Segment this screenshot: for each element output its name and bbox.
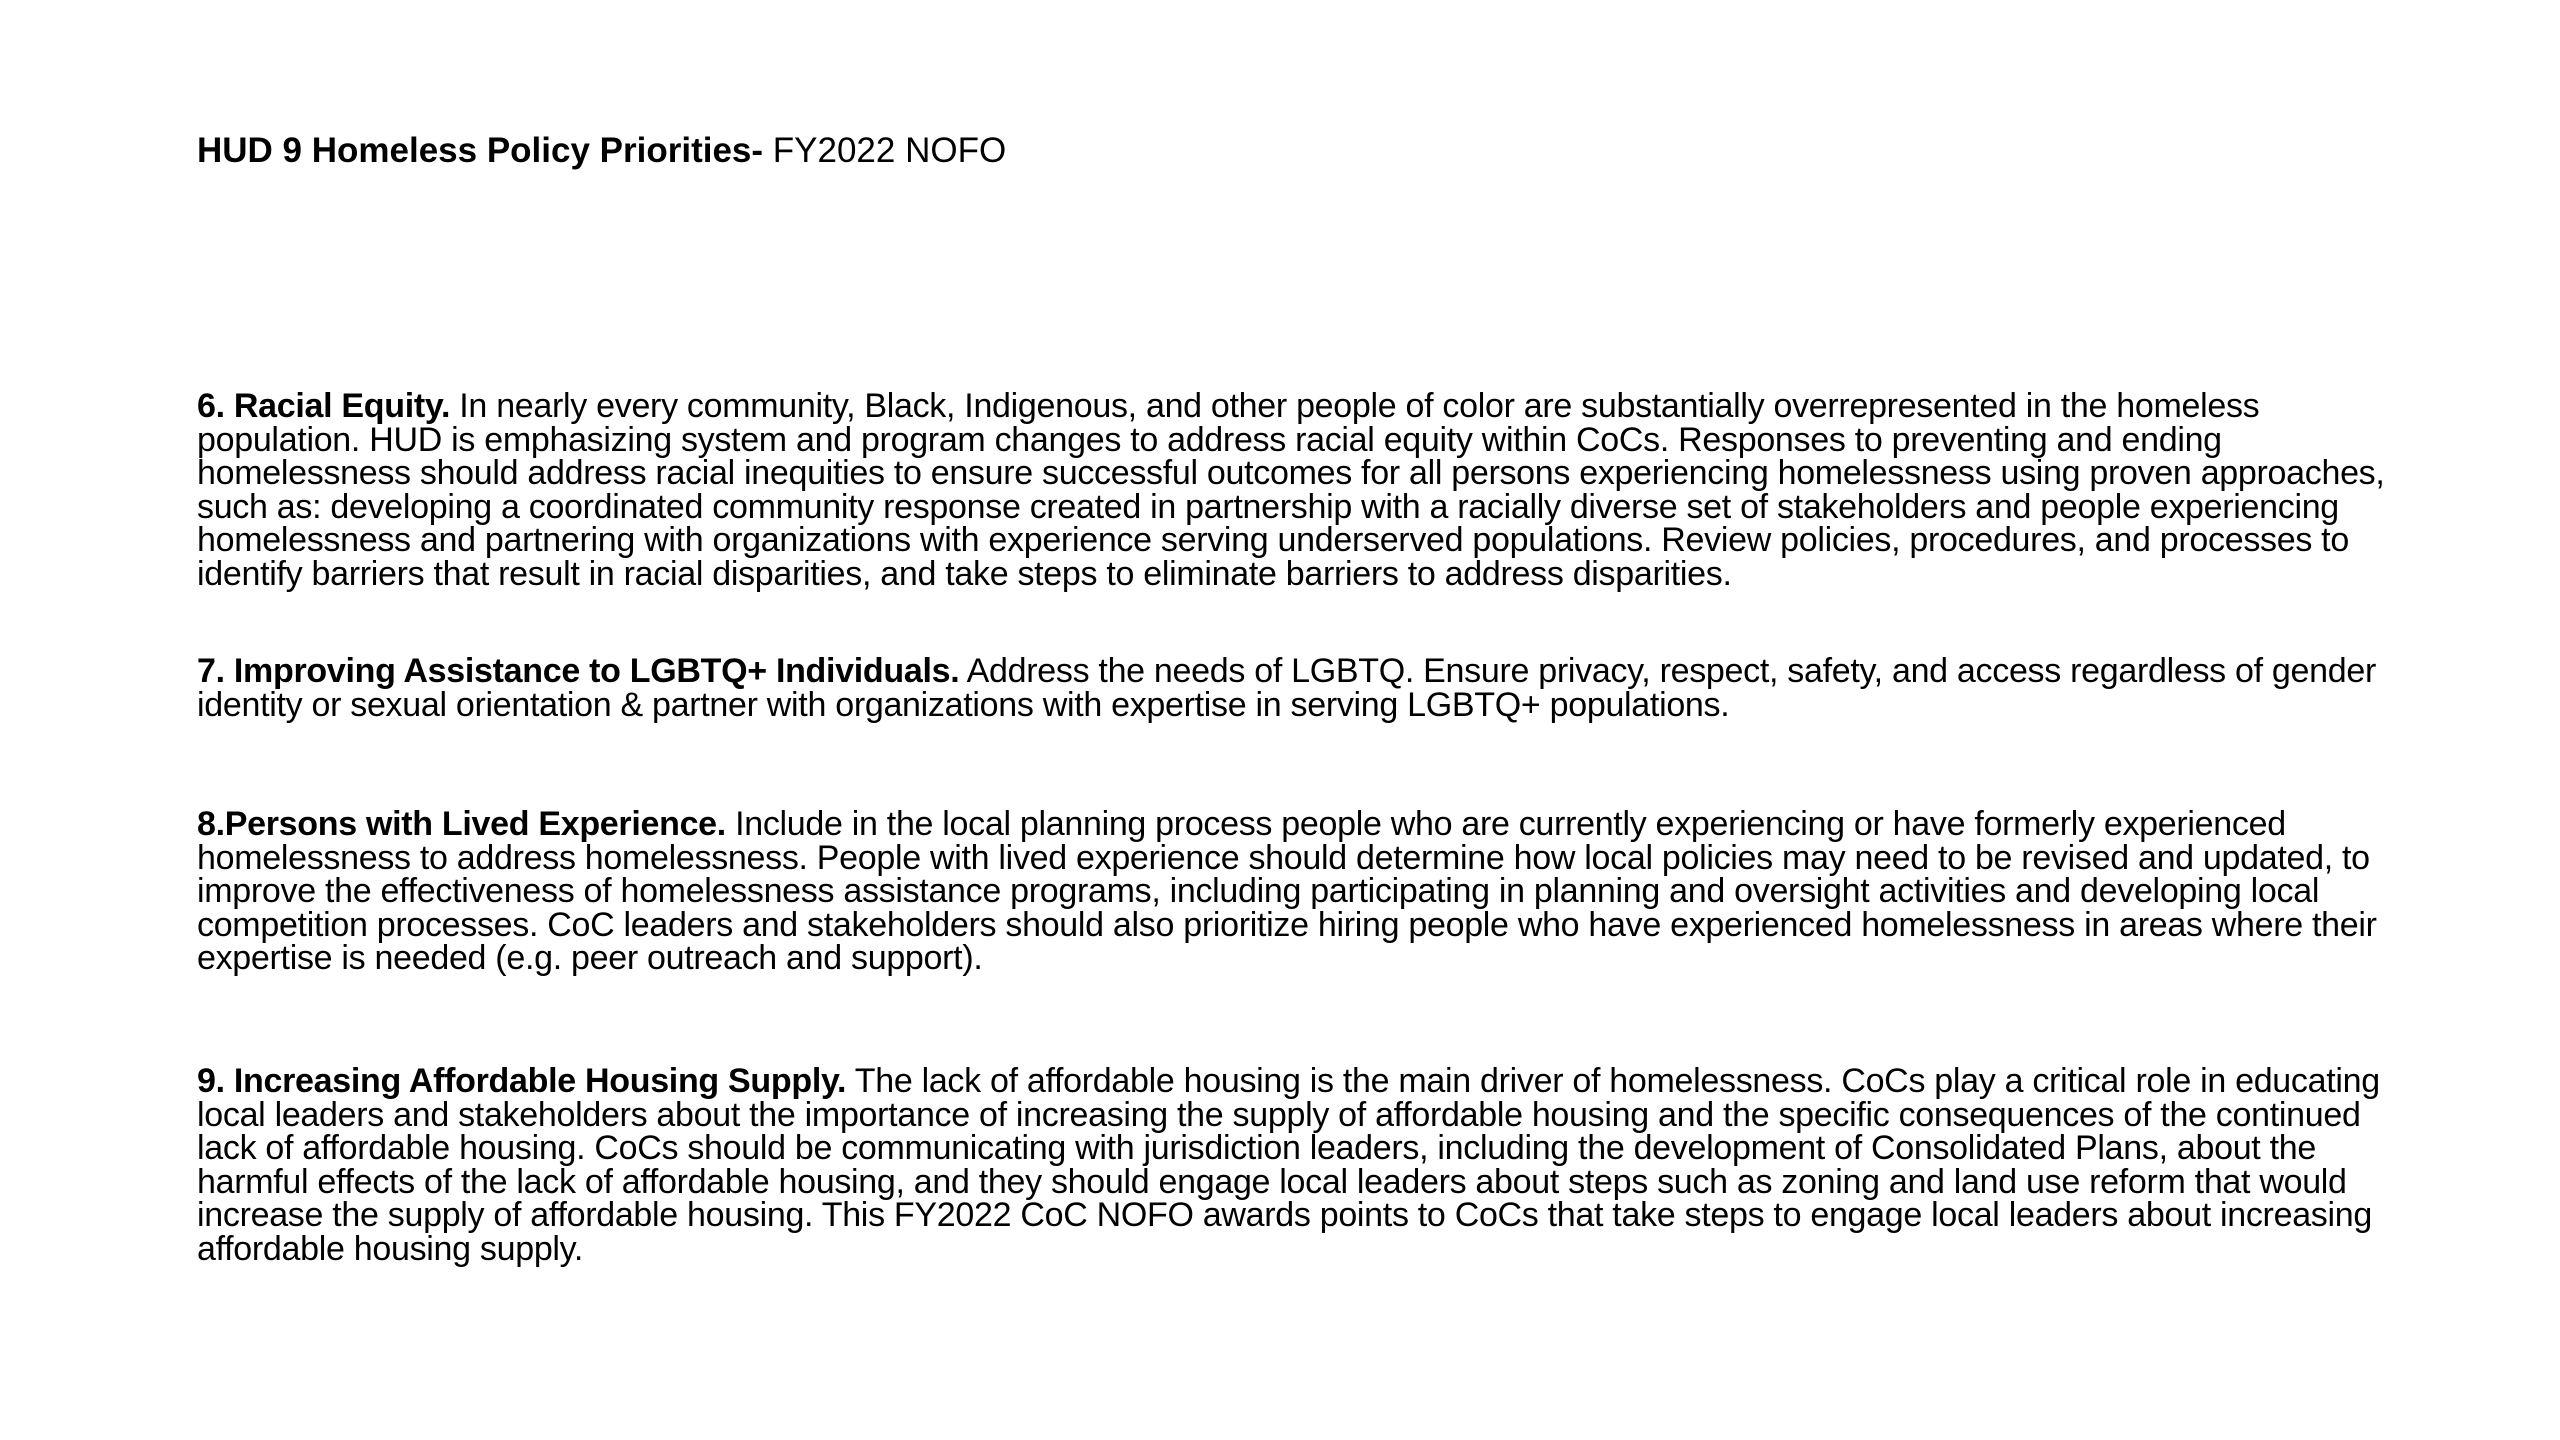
page-title-suffix: FY2022 NOFO (763, 131, 1007, 170)
page-title-bold: HUD 9 Homeless Policy Priorities- (197, 131, 764, 170)
priority-lgbtq-assistance (197, 652, 2397, 724)
priority-racial-equity (197, 387, 2397, 593)
priority-text: Include in the local planning process people who are currently experiencing or have formerly experienced homelessness to address homelessness. People with lived experience should determine how local policies may need to be revised and updated, to improve the effectiveness of homelessness assistance programs, including participating in planning and oversight activities and developing local competition processes. CoC leaders and stakeholders should also prioritize hiring people who have experienced homelessness in areas where their expertise is needed (e.g. peer outreach and support). (197, 805, 2377, 978)
priority-text: In nearly every community, Black, Indigenous, and other people of color are substantially overrepresented in the homeless population. HUD is emphasizing system and program changes to address racial equity within CoCs. Responses to preventing and ending homelessness should address racial inequities to ensure successful outcomes for all persons experiencing homelessness using proven approaches, such as: developing a coordinated community response created in partnership with a racially diverse set of stakeholders and people experiencing homelessness and partnering with organizations with experience serving underserved populations. Review policies, procedures, and processes to identify barriers that result in racial disparities, and take steps to eliminate barriers to address disparities. (197, 387, 2385, 593)
priority-text: The lack of affordable housing is the main driver of homelessness. CoCs play a critical role in educating local leaders and stakeholders about the importance of increasing the supply of affordable housing and the specific consequences of the continued lack of affordable housing. CoCs should be communicating with jurisdiction leaders, including the development of Consolidated Plans, about the harmful effects of the lack of affordable housing, and they should engage local leaders about steps such as zoning and land use reform that would increase the supply of affordable housing. This FY2022 CoC NOFO awards points to CoCs that take steps to engage local leaders about increasing affordable housing supply. (197, 1062, 2380, 1268)
page-title (197, 130, 1006, 172)
priority-text: Address the needs of LGBTQ. Ensure privacy, respect, safety, and access regardless of gender identity or sexual orientation & partner with organizations with expertise in serving LGBTQ+ populations. (197, 652, 2376, 724)
priority-heading: 6. Racial Equity. (197, 387, 451, 425)
priority-lived-experience (197, 805, 2397, 978)
priority-heading: 8.Persons with Lived Experience. (197, 805, 726, 843)
priority-heading: 7. Improving Assistance to LGBTQ+ Individuals. (197, 652, 960, 690)
priority-heading: 9. Increasing Affordable Housing Supply. (197, 1062, 847, 1100)
priority-affordable-housing (197, 1062, 2397, 1268)
